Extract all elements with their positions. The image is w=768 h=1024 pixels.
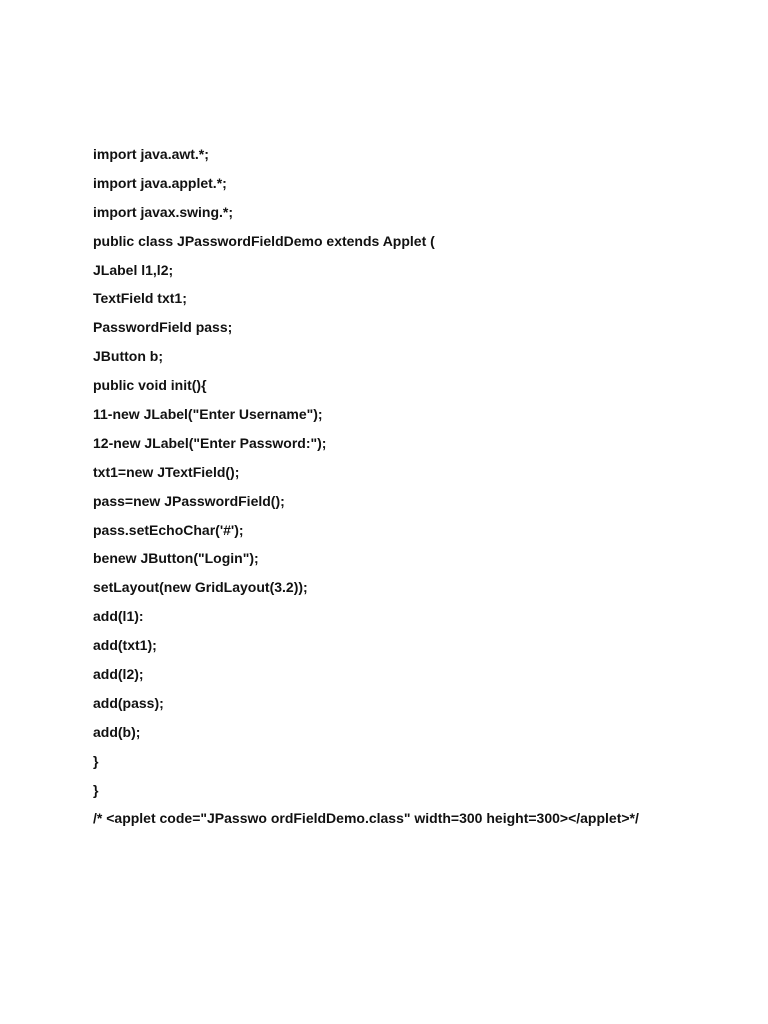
code-line: import java.applet.*;: [93, 174, 227, 191]
code-line: benew JButton("Login");: [93, 550, 259, 567]
code-line: add(b);: [93, 723, 141, 740]
code-line: pass=new JPasswordField();: [93, 492, 285, 509]
code-line: add(l2);: [93, 666, 144, 683]
code-line: JLabel l1,l2;: [93, 261, 174, 278]
code-line: }: [93, 781, 99, 798]
code-line: }: [93, 752, 99, 769]
code-line: import javax.swing.*;: [93, 203, 234, 220]
code-line: txt1=new JTextField();: [93, 463, 240, 480]
code-line: TextField txt1;: [93, 290, 187, 307]
code-line: import java.awt.*;: [93, 146, 209, 162]
code-line: JButton b;: [93, 348, 163, 365]
code-line: public class JPasswordFieldDemo extends Applet (: [93, 232, 435, 249]
code-line: add(txt1);: [93, 637, 157, 654]
code-line: 12-new JLabel("Enter Password:");: [93, 434, 327, 451]
code-line: /* <applet code="JPasswo ordFieldDemo.class" width=300 height=300></applet>*/: [93, 810, 639, 827]
code-line: 11-new JLabel("Enter Username");: [93, 406, 323, 423]
code-line: add(l1):: [93, 608, 144, 625]
code-listing: [93, 144, 753, 837]
code-line: setLayout(new GridLayout(3.2));: [93, 579, 308, 596]
code-line: PasswordField pass;: [93, 319, 233, 336]
code-line: add(pass);: [93, 694, 164, 711]
code-line: pass.setEchoChar('#');: [93, 521, 244, 538]
code-line: public void init(){: [93, 377, 207, 394]
